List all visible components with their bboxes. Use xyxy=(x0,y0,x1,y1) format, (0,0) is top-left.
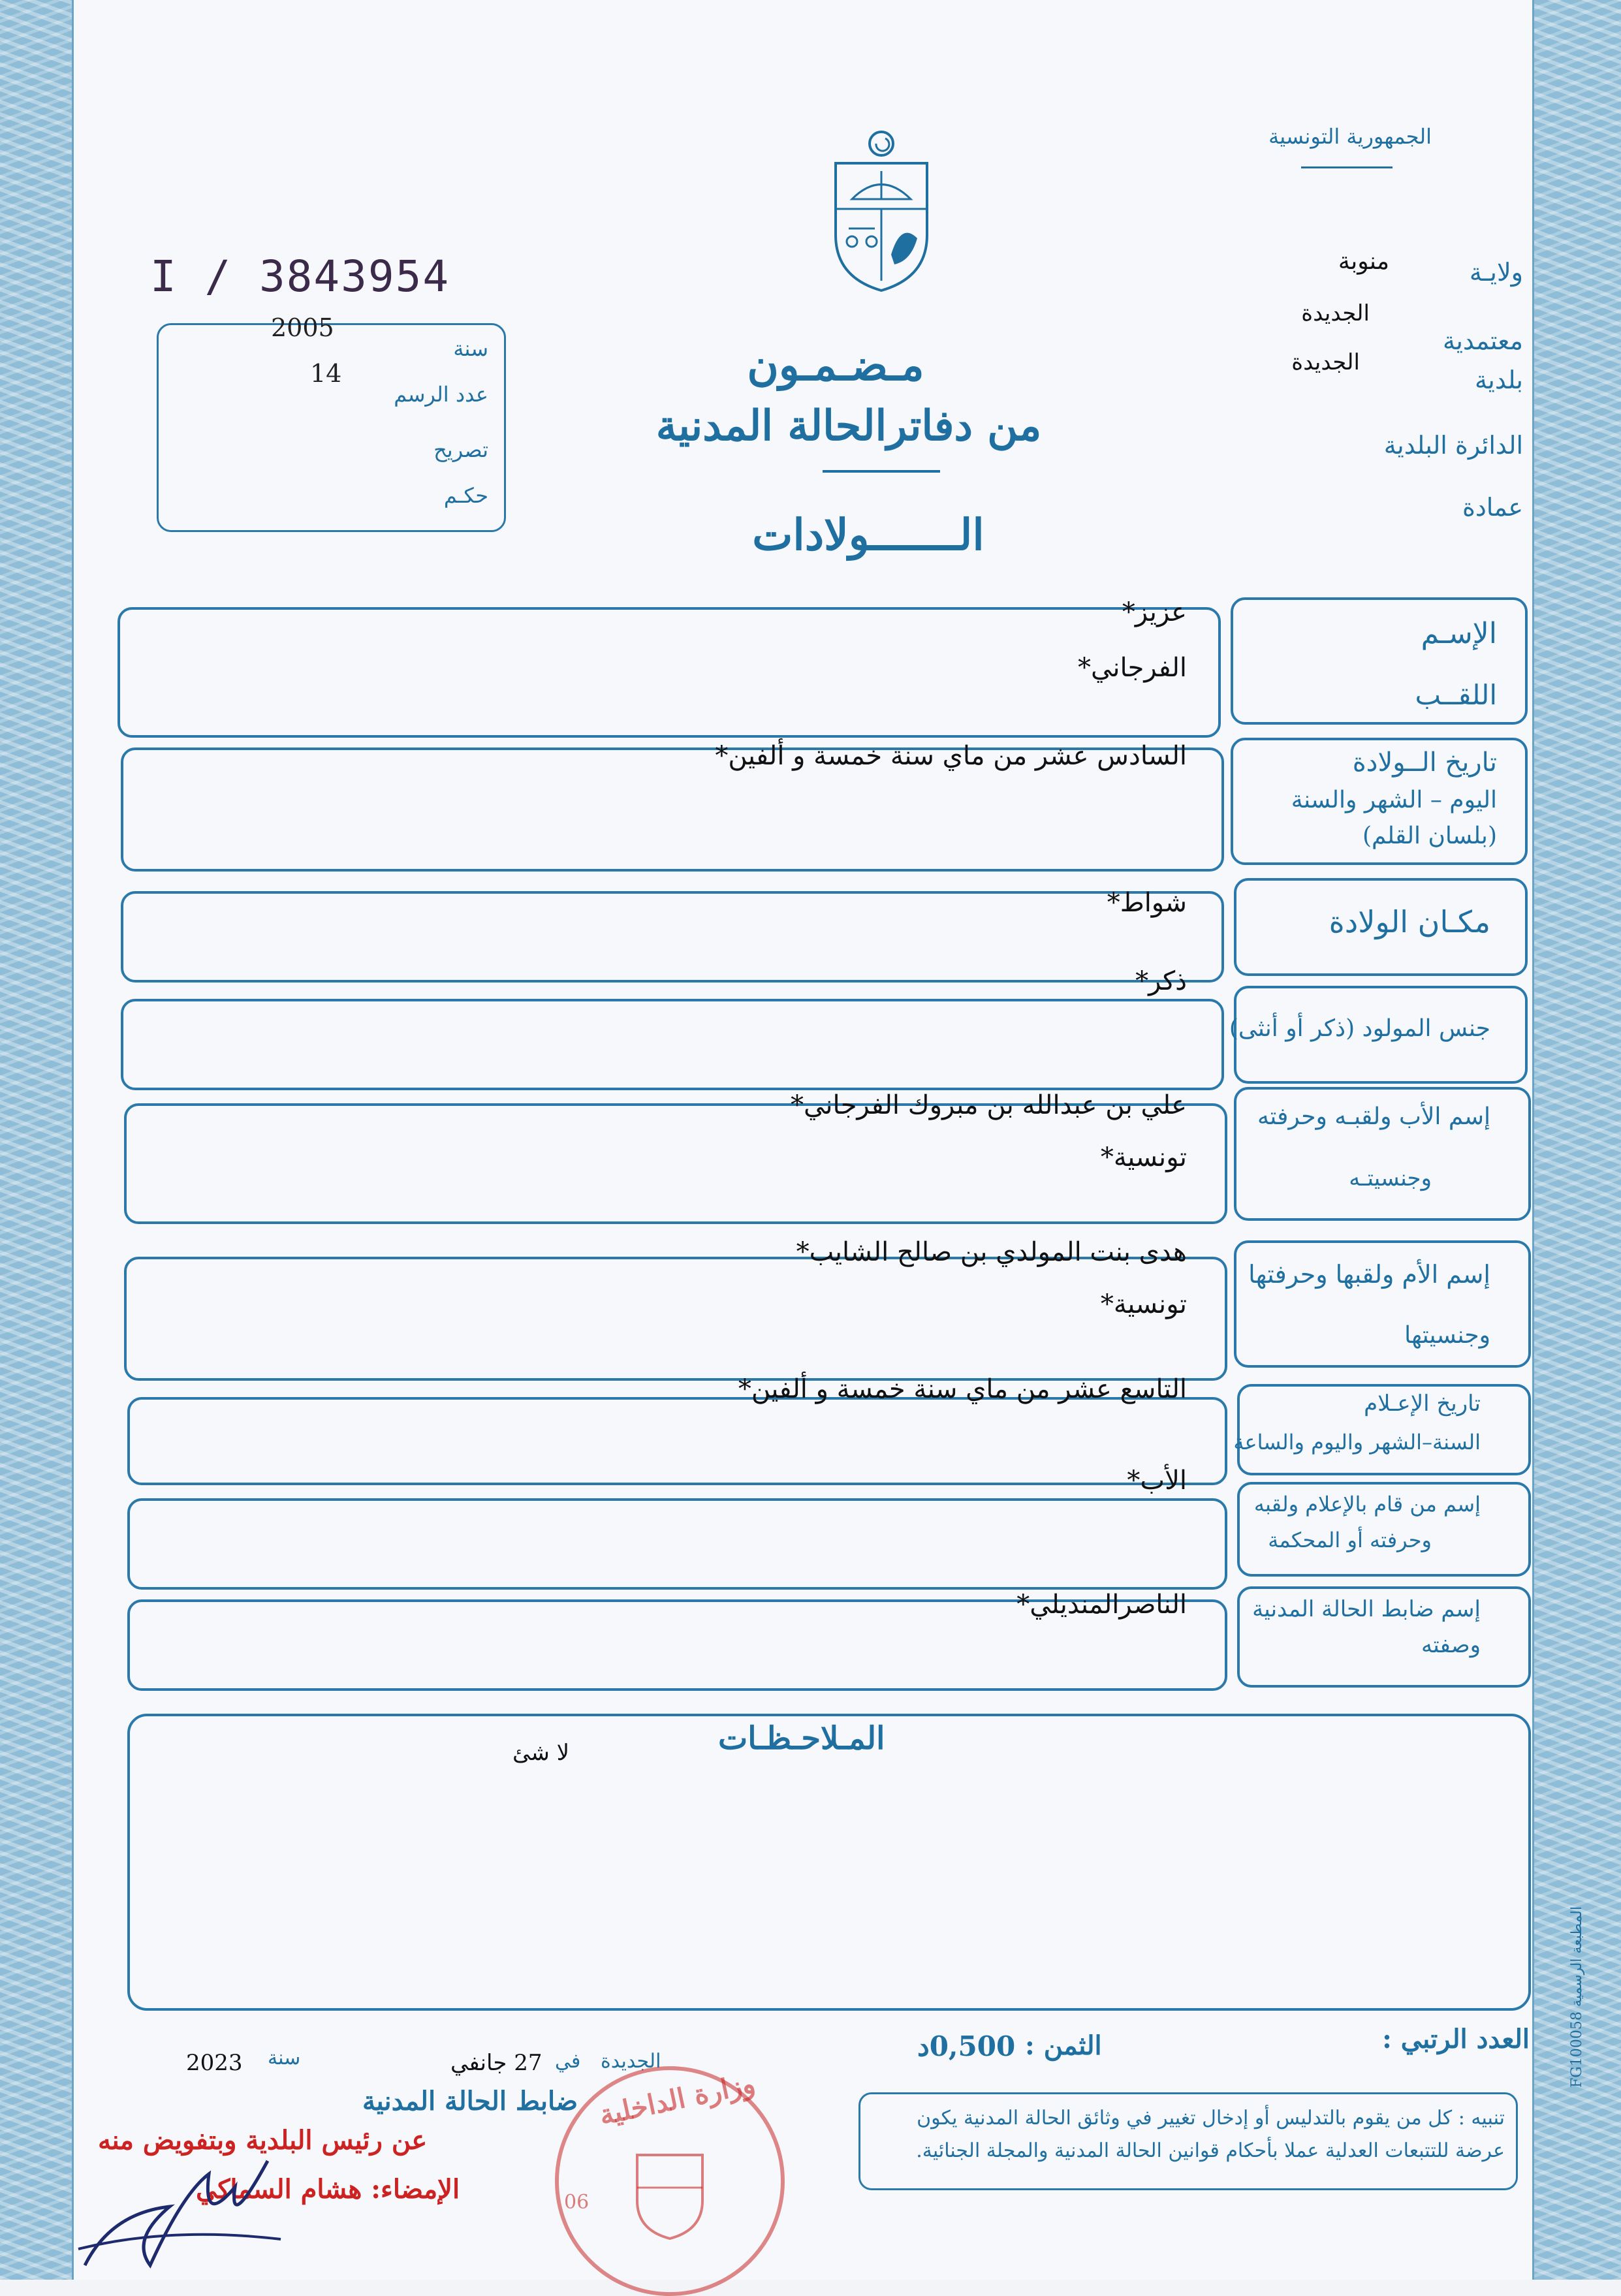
value-declarant: الأب* xyxy=(1127,1466,1187,1496)
republic-heading: الجمهورية التونسية xyxy=(1268,124,1432,149)
sector-label: عمادة xyxy=(1462,493,1523,522)
serial-order-label: العدد الرتبي : xyxy=(1382,2024,1530,2054)
record-year-value: 2005 xyxy=(271,313,334,342)
field-value-box-name xyxy=(118,607,1221,738)
label-birth-place: مكـان الولادة xyxy=(1329,904,1490,939)
value-sex: ذكر* xyxy=(1135,966,1187,996)
record-year-label: سنة xyxy=(453,336,488,361)
label-mother-nationality: وجنسيتها xyxy=(1404,1322,1490,1349)
stamp-text: وزارة الداخلية xyxy=(596,2067,758,2131)
label-first-name: الإسـم xyxy=(1421,617,1497,650)
municipality-label: بلدية xyxy=(1474,366,1523,394)
official-stamp xyxy=(555,2066,785,2296)
value-mother-nationality: تونسية* xyxy=(1100,1289,1187,1319)
delegation-note: عن رئيس البلدية وبتفويض منه xyxy=(98,2125,428,2156)
price-label: الثمن : xyxy=(1025,2030,1102,2061)
label-declarant: إسم من قام بالإعلام ولقبه xyxy=(1253,1492,1481,1517)
value-mother: هدى بنت المولدي بن صالح الشايب* xyxy=(796,1237,1187,1267)
label-birth-date-format: اليوم – الشهر والسنة xyxy=(1291,787,1497,813)
field-value-box-sex xyxy=(121,999,1224,1090)
record-declaration-label: تصريح xyxy=(433,437,488,462)
officer-title: ضابط الحالة المدنية xyxy=(362,2086,578,2116)
stamp-emblem-icon xyxy=(631,2142,709,2240)
field-value-box-declarant xyxy=(127,1498,1227,1590)
label-father-nationality: وجنسيتـه xyxy=(1349,1165,1432,1191)
signature-name: الإمضاء: هشام السماكي xyxy=(196,2174,460,2205)
footer-year-label: سنة xyxy=(268,2047,301,2069)
label-sex: جنس المولود (ذكر أو أنثى) xyxy=(1229,1015,1490,1042)
delegation-value: الجديدة xyxy=(1301,300,1370,326)
label-surname: اللقــب xyxy=(1415,679,1497,711)
value-birth-place: شواط* xyxy=(1107,888,1187,918)
label-officer-capacity: وصفته xyxy=(1421,1632,1481,1658)
value-surname: الفرجاني* xyxy=(1078,653,1187,683)
delegation-label: معتمدية xyxy=(1442,326,1523,355)
handwritten-signature xyxy=(72,2135,287,2278)
value-father: علي بن عبدالله بن مبروك الفرجاني* xyxy=(791,1090,1187,1120)
price-value: 0,500د xyxy=(917,2030,1016,2062)
label-declaration-date: تاريخ الإعـلام xyxy=(1364,1391,1481,1417)
footer-place: الجديدة xyxy=(601,2050,661,2073)
state-label: ولايـة xyxy=(1469,258,1523,287)
warning-text: تنبيه : كل من يقوم بالتدليس أو إدخال تغيير في وثائق الحالة المدنية يكون عرضة للتتبعات العدلية عملا بأحكام قوانين الحالة المدنية والمجلة الجنائية. xyxy=(916,2107,1505,2162)
value-birth-date: السادس عشر من ماي سنة خمسة و ألفين* xyxy=(715,741,1187,771)
serial-number: I / 3843954 xyxy=(150,251,450,302)
record-judgment-label: حكـم xyxy=(443,483,488,508)
municipality-value: الجديدة xyxy=(1291,349,1360,375)
title-extract: مـضـمـون xyxy=(747,339,924,390)
title-from-registers: من دفاترالحالة المدنية xyxy=(655,401,1042,450)
stamp-number: 06 xyxy=(564,2191,590,2214)
label-declaration-date-format: السنة–الشهر واليوم والساعة xyxy=(1233,1430,1481,1455)
state-value: منوبة xyxy=(1338,248,1389,275)
field-value-box-birth-place xyxy=(121,891,1224,983)
field-value-box-declaration-date xyxy=(127,1397,1227,1485)
label-officer: إسم ضابط الحالة المدنية xyxy=(1252,1596,1481,1622)
value-first-name: عزيز* xyxy=(1122,597,1187,627)
footer-year-value: 2023 xyxy=(186,2050,243,2076)
republic-underline xyxy=(1301,166,1393,168)
footer-date: 27 جانفي xyxy=(450,2050,543,2076)
title-underline xyxy=(823,470,940,473)
footer-date-prefix: في xyxy=(555,2050,581,2073)
field-value-box-mother xyxy=(124,1257,1227,1381)
value-officer: الناصرالمنديلي* xyxy=(1016,1590,1187,1620)
field-value-box-father xyxy=(124,1103,1227,1224)
coat-of-arms-icon xyxy=(829,124,934,294)
label-birth-date: تاريخ الــولادة xyxy=(1352,747,1497,778)
remarks-label: المـلاحـظـات xyxy=(718,1720,885,1757)
label-mother: إسم الأم ولقبها وحرفتها xyxy=(1248,1260,1490,1289)
record-number-label: عدد الرسم xyxy=(394,382,488,407)
label-declarant-occupation: وحرفته أو المحكمة xyxy=(1268,1528,1432,1552)
label-birth-date-words: (بلسان القلم) xyxy=(1362,823,1497,849)
remarks-value: لا شئ xyxy=(512,1740,570,1766)
printer-mark: المطبعة الرسمية FG100058 xyxy=(1569,1906,1585,2088)
value-father-nationality: تونسية* xyxy=(1100,1142,1187,1172)
municipal-district-label: الدائرة البلدية xyxy=(1383,431,1523,460)
title-births: الـــــــولادات xyxy=(752,509,984,560)
value-declaration-date: التاسع عشر من ماي سنة خمسة و ألفين* xyxy=(738,1374,1187,1404)
label-father: إسم الأب ولقبـه وحرفته xyxy=(1257,1103,1490,1130)
record-number-value: 14 xyxy=(310,359,342,388)
remarks-box xyxy=(127,1714,1531,2011)
